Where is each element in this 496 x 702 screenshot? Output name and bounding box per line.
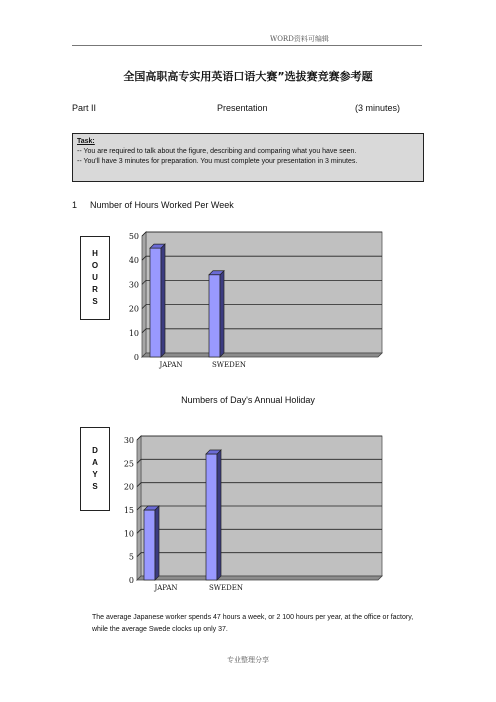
chart-2-tick-label: 5	[128, 552, 134, 562]
chart-2-title: Numbers of Day's Annual Holiday	[181, 395, 315, 405]
chart-1-tick-label: 20	[128, 304, 139, 314]
chart-1-plot-area	[146, 232, 382, 353]
days-label-letter: D	[92, 446, 98, 455]
days-label-letter: A	[92, 458, 98, 467]
days-label-letter: Y	[92, 470, 98, 479]
chart-2-tick-label: 0	[128, 576, 134, 585]
chart-1-bar-sweden	[209, 275, 220, 357]
task-line-2: -- You'll have 3 minutes for preparation. You must complete your presentation in 3 minutes.	[77, 158, 358, 165]
chart-2-category-label: SWEDEN	[209, 584, 243, 592]
chart-2-floor	[137, 576, 382, 580]
body-paragraph	[72, 612, 424, 636]
chart-1-bar-side-japan	[161, 244, 165, 357]
part-time: (3 minutes)	[355, 103, 401, 113]
chart-2-tick-label: 30	[123, 436, 134, 445]
chart-1-category-label: SWEDEN	[212, 361, 246, 369]
chart-2-bar-japan	[144, 510, 155, 580]
chart-1-floor	[142, 353, 382, 357]
chart-1-tick-label: 50	[128, 232, 139, 241]
chart-1-tick-label: 10	[128, 328, 139, 338]
chart-2-tick-label: 15	[123, 506, 134, 515]
chart-2-category-label: JAPAN	[154, 584, 178, 592]
body-paragraph-text: The average Japanese worker spends 47 hours a week, or 2 100 hours per year, at the office or factory, while the average Swede clocks up only 37.	[92, 614, 414, 633]
header-tag: WORD资料可编辑	[270, 35, 329, 43]
section-number: 1	[72, 200, 78, 210]
part-type: Presentation	[217, 103, 268, 113]
hours-label-letter: S	[92, 297, 98, 306]
chart-1-tick-label: 30	[128, 280, 139, 290]
chart-2-tick-label: 10	[123, 529, 134, 539]
chart-2-tick-label: 20	[123, 482, 134, 492]
chart-2-bar-sweden	[206, 454, 217, 580]
chart-1-category-label: JAPAN	[159, 361, 183, 369]
chart-2-bar-side-sweden	[217, 450, 221, 580]
chart-1-bar-side-sweden	[220, 271, 224, 357]
footer-text: 专业整理分享	[227, 656, 269, 664]
hours-label-letter: R	[92, 285, 98, 294]
hours-label-letter: U	[92, 273, 98, 282]
chart-1-tick-label: 0	[133, 353, 139, 362]
chart-1-tick-label: 40	[128, 256, 139, 266]
task-label: Task:	[77, 138, 95, 145]
section-title: Number of Hours Worked Per Week	[90, 200, 234, 210]
chart-1-side-wall	[142, 232, 146, 357]
chart-2-bar-side-japan	[155, 506, 159, 580]
chart-1-bar-japan	[150, 248, 161, 357]
hours-label-letter: H	[92, 249, 98, 258]
task-line-1: -- You are required to talk about the figure, describing and comparing what you have seen.	[77, 148, 357, 155]
chart-2-tick-label: 25	[123, 459, 134, 469]
document-title: 全国高职高专实用英语口语大赛”选拔赛竞赛参考题	[123, 70, 373, 83]
days-label-letter: S	[92, 482, 98, 491]
part-name: Part II	[72, 103, 97, 113]
hours-label-letter: O	[91, 261, 99, 270]
